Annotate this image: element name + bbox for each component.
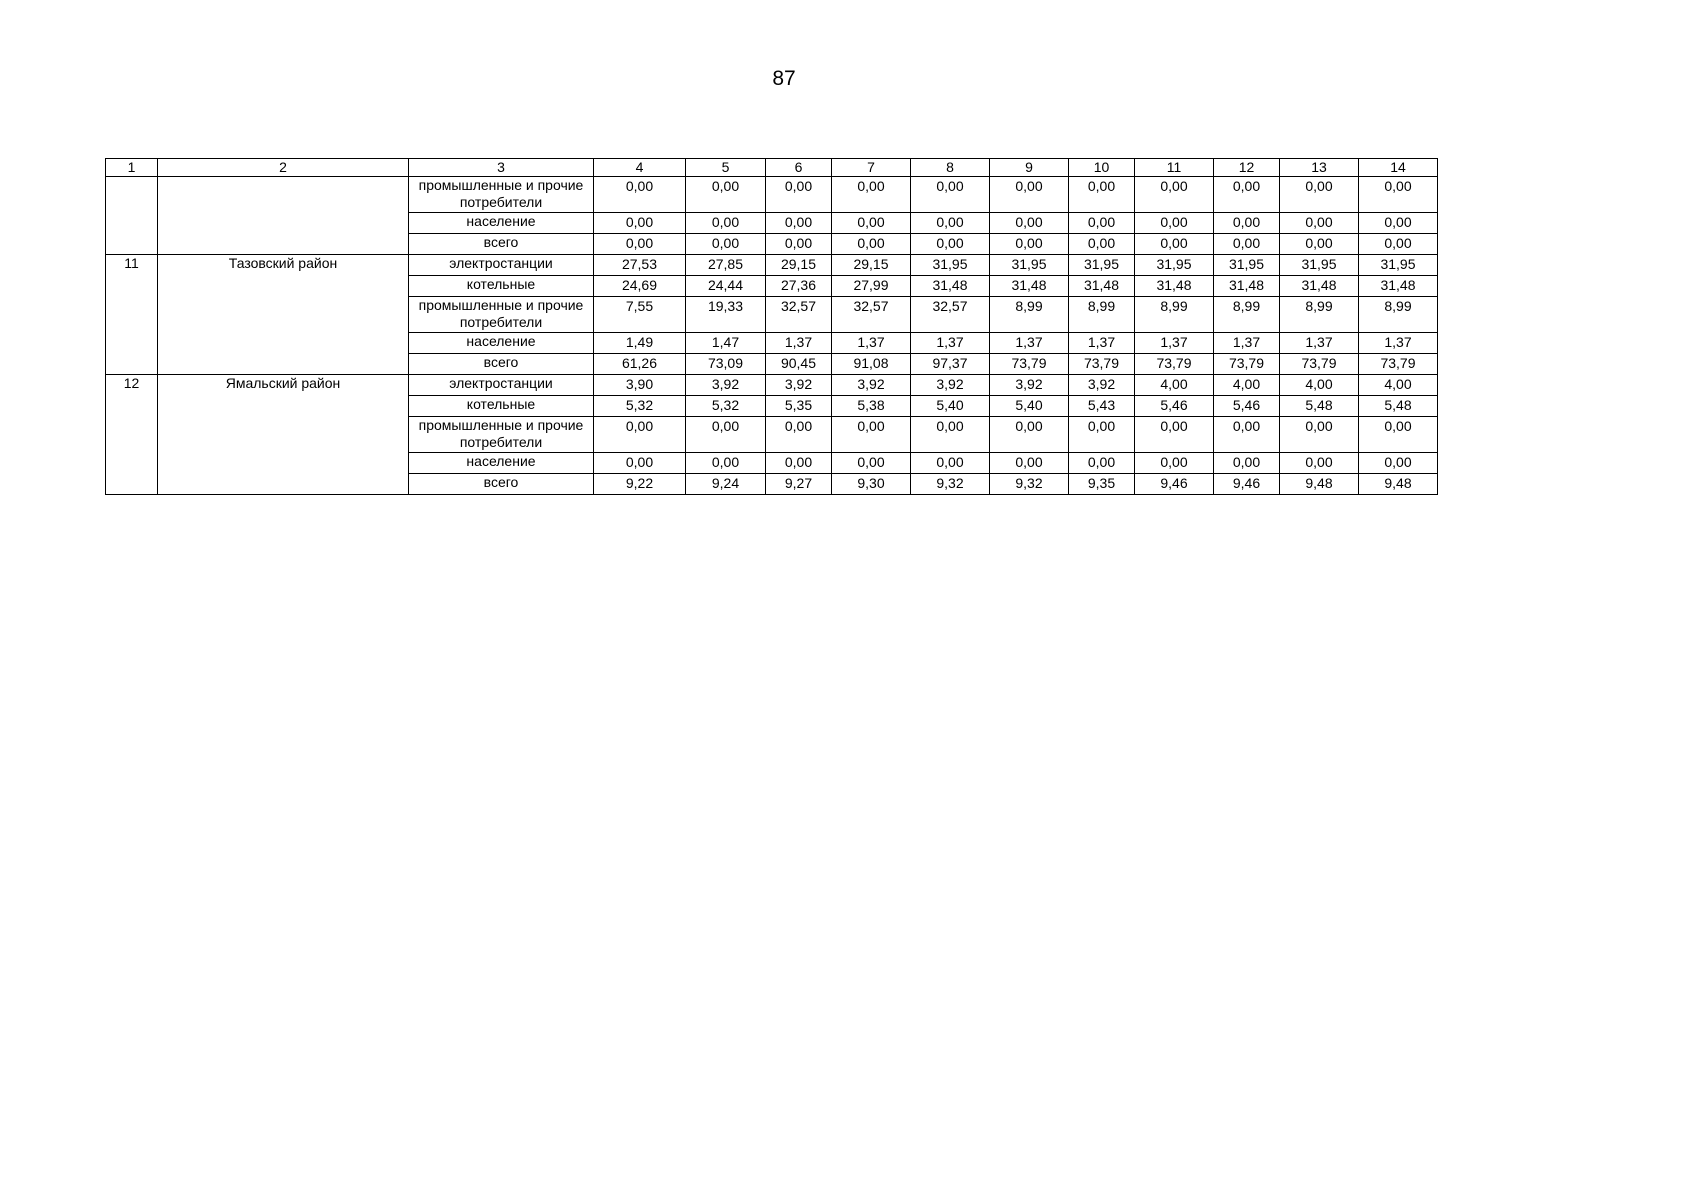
value-cell: 8,99 [1214,297,1280,333]
row-number-cell: 11 [106,255,158,375]
value-cell: 1,37 [1359,333,1438,354]
category-cell: промышленные и прочие потребители [409,177,594,213]
value-cell: 0,00 [686,234,766,255]
value-cell: 0,00 [1359,213,1438,234]
value-cell: 0,00 [832,177,911,213]
value-cell: 3,92 [911,375,990,396]
value-cell: 3,90 [594,375,686,396]
value-cell: 0,00 [832,417,911,453]
value-cell: 31,95 [1069,255,1135,276]
value-cell: 0,00 [1214,177,1280,213]
value-cell: 0,00 [1135,213,1214,234]
value-cell: 1,47 [686,333,766,354]
value-cell: 0,00 [1069,234,1135,255]
value-cell: 0,00 [1359,177,1438,213]
category-cell: население [409,453,594,474]
header-cell: 2 [158,159,409,177]
value-cell: 3,92 [686,375,766,396]
value-cell: 5,38 [832,396,911,417]
table-body [106,159,1438,495]
value-cell: 0,00 [990,177,1069,213]
value-cell: 5,43 [1069,396,1135,417]
value-cell: 31,48 [1359,276,1438,297]
value-cell: 9,46 [1214,474,1280,495]
value-cell: 8,99 [1069,297,1135,333]
value-cell: 0,00 [686,417,766,453]
value-cell: 9,24 [686,474,766,495]
header-cell: 7 [832,159,911,177]
value-cell: 1,37 [990,333,1069,354]
value-cell: 9,22 [594,474,686,495]
value-cell: 0,00 [686,177,766,213]
value-cell: 0,00 [1280,453,1359,474]
value-cell: 0,00 [1214,213,1280,234]
value-cell: 0,00 [1135,453,1214,474]
value-cell: 31,95 [990,255,1069,276]
header-cell: 9 [990,159,1069,177]
value-cell: 5,46 [1135,396,1214,417]
value-cell: 61,26 [594,354,686,375]
value-cell: 27,36 [766,276,832,297]
value-cell: 5,48 [1359,396,1438,417]
value-cell: 0,00 [1214,453,1280,474]
value-cell: 27,53 [594,255,686,276]
value-cell: 0,00 [911,177,990,213]
value-cell: 73,09 [686,354,766,375]
table-row [106,375,1438,396]
value-cell: 97,37 [911,354,990,375]
value-cell: 73,79 [1135,354,1214,375]
value-cell: 9,32 [911,474,990,495]
value-cell: 31,48 [911,276,990,297]
value-cell: 0,00 [1214,417,1280,453]
header-cell: 11 [1135,159,1214,177]
value-cell: 9,46 [1135,474,1214,495]
value-cell: 1,37 [1135,333,1214,354]
value-cell: 0,00 [1280,213,1359,234]
category-cell: электростанции [409,255,594,276]
value-cell: 31,95 [1135,255,1214,276]
table-row [106,255,1438,276]
category-cell: всего [409,474,594,495]
value-cell: 0,00 [911,417,990,453]
value-cell: 5,32 [686,396,766,417]
value-cell: 1,37 [911,333,990,354]
table-row [106,177,1438,213]
value-cell: 73,79 [990,354,1069,375]
value-cell: 0,00 [911,453,990,474]
value-cell: 1,37 [1214,333,1280,354]
value-cell: 0,00 [686,213,766,234]
value-cell: 5,46 [1214,396,1280,417]
value-cell: 31,48 [1135,276,1214,297]
value-cell: 1,37 [832,333,911,354]
value-cell: 0,00 [990,213,1069,234]
category-cell: электростанции [409,375,594,396]
value-cell: 73,79 [1280,354,1359,375]
district-cell [158,177,409,255]
header-cell: 12 [1214,159,1280,177]
value-cell: 5,32 [594,396,686,417]
value-cell: 0,00 [1280,234,1359,255]
value-cell: 9,27 [766,474,832,495]
value-cell: 0,00 [990,417,1069,453]
value-cell: 0,00 [766,213,832,234]
header-cell: 5 [686,159,766,177]
value-cell: 4,00 [1280,375,1359,396]
value-cell: 73,79 [1069,354,1135,375]
value-cell: 0,00 [832,234,911,255]
value-cell: 4,00 [1359,375,1438,396]
value-cell: 31,95 [911,255,990,276]
value-cell: 8,99 [1280,297,1359,333]
value-cell: 0,00 [766,234,832,255]
value-cell: 0,00 [1135,234,1214,255]
value-cell: 8,99 [1135,297,1214,333]
header-cell: 10 [1069,159,1135,177]
value-cell: 73,79 [1359,354,1438,375]
value-cell: 0,00 [990,234,1069,255]
value-cell: 0,00 [1280,177,1359,213]
value-cell: 1,37 [1069,333,1135,354]
value-cell: 0,00 [1069,417,1135,453]
value-cell: 31,95 [1359,255,1438,276]
category-cell: всего [409,354,594,375]
value-cell: 8,99 [1359,297,1438,333]
category-cell: население [409,333,594,354]
value-cell: 0,00 [594,234,686,255]
value-cell: 32,57 [911,297,990,333]
value-cell: 0,00 [832,453,911,474]
row-number-cell [106,177,158,255]
value-cell: 31,95 [1280,255,1359,276]
value-cell: 0,00 [1359,453,1438,474]
header-cell: 6 [766,159,832,177]
value-cell: 7,55 [594,297,686,333]
value-cell: 1,37 [766,333,832,354]
value-cell: 0,00 [911,234,990,255]
value-cell: 0,00 [1280,417,1359,453]
value-cell: 5,48 [1280,396,1359,417]
category-cell: промышленные и прочие потребители [409,297,594,333]
value-cell: 31,48 [1214,276,1280,297]
value-cell: 0,00 [911,213,990,234]
header-cell: 8 [911,159,990,177]
value-cell: 3,92 [766,375,832,396]
value-cell: 27,85 [686,255,766,276]
value-cell: 73,79 [1214,354,1280,375]
value-cell: 31,48 [990,276,1069,297]
value-cell: 9,30 [832,474,911,495]
category-cell: всего [409,234,594,255]
header-cell: 14 [1359,159,1438,177]
value-cell: 0,00 [594,453,686,474]
value-cell: 32,57 [766,297,832,333]
value-cell: 0,00 [1069,213,1135,234]
category-cell: котельные [409,396,594,417]
value-cell: 0,00 [594,177,686,213]
value-cell: 31,48 [1280,276,1359,297]
value-cell: 0,00 [1135,417,1214,453]
value-cell: 32,57 [832,297,911,333]
value-cell: 31,95 [1214,255,1280,276]
value-cell: 1,37 [1280,333,1359,354]
value-cell: 5,40 [990,396,1069,417]
value-cell: 0,00 [1359,417,1438,453]
value-cell: 27,99 [832,276,911,297]
value-cell: 0,00 [1135,177,1214,213]
value-cell: 0,00 [686,453,766,474]
value-cell: 5,35 [766,396,832,417]
value-cell: 4,00 [1135,375,1214,396]
value-cell: 8,99 [990,297,1069,333]
value-cell: 9,32 [990,474,1069,495]
header-cell: 13 [1280,159,1359,177]
value-cell: 9,35 [1069,474,1135,495]
value-cell: 3,92 [832,375,911,396]
value-cell: 91,08 [832,354,911,375]
header-cell: 1 [106,159,158,177]
category-cell: котельные [409,276,594,297]
value-cell: 0,00 [766,417,832,453]
value-cell: 24,44 [686,276,766,297]
district-cell: Ямальский район [158,375,409,495]
header-cell: 4 [594,159,686,177]
value-cell: 0,00 [832,213,911,234]
value-cell: 3,92 [990,375,1069,396]
value-cell: 0,00 [766,453,832,474]
value-cell: 0,00 [1069,453,1135,474]
value-cell: 24,69 [594,276,686,297]
page-number: 87 [772,67,796,90]
value-cell: 9,48 [1359,474,1438,495]
value-cell: 0,00 [766,177,832,213]
value-cell: 3,92 [1069,375,1135,396]
category-cell: население [409,213,594,234]
value-cell: 0,00 [1214,234,1280,255]
value-cell: 0,00 [594,213,686,234]
value-cell: 5,40 [911,396,990,417]
value-cell: 9,48 [1280,474,1359,495]
value-cell: 29,15 [832,255,911,276]
value-cell: 1,49 [594,333,686,354]
value-cell: 0,00 [1069,177,1135,213]
category-cell: промышленные и прочие потребители [409,417,594,453]
value-cell: 4,00 [1214,375,1280,396]
value-cell: 0,00 [990,453,1069,474]
header-row [106,159,1438,177]
value-cell: 31,48 [1069,276,1135,297]
value-cell: 19,33 [686,297,766,333]
value-cell: 29,15 [766,255,832,276]
district-cell: Тазовский район [158,255,409,375]
row-number-cell: 12 [106,375,158,495]
data-table [105,158,1438,495]
header-cell: 3 [409,159,594,177]
value-cell: 90,45 [766,354,832,375]
value-cell: 0,00 [1359,234,1438,255]
value-cell: 0,00 [594,417,686,453]
